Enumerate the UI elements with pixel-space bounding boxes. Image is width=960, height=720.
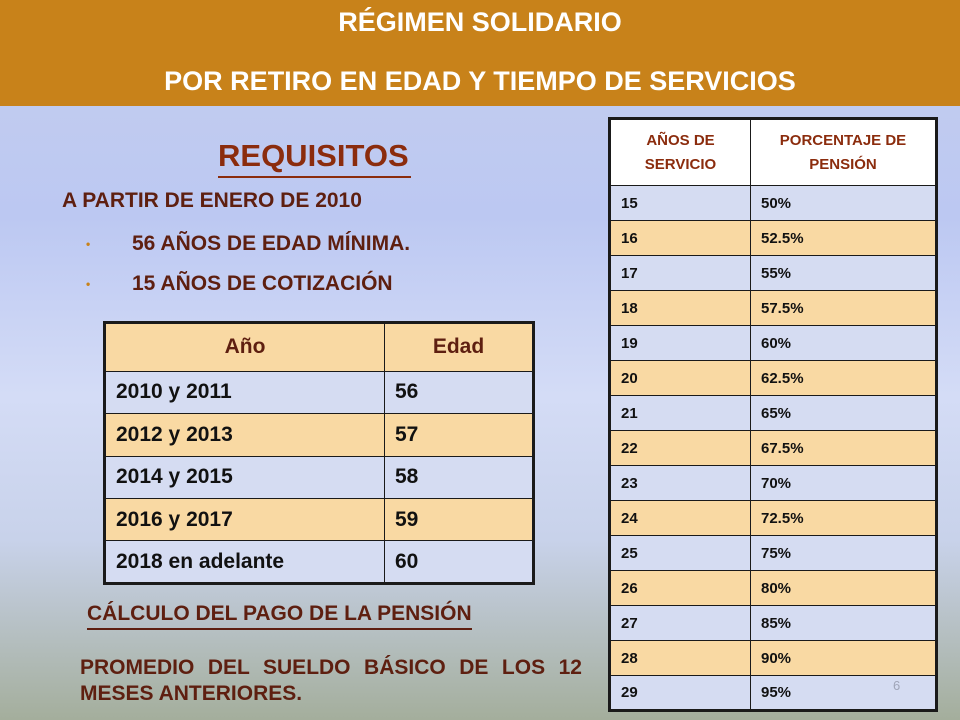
- table-header-row: [610, 119, 937, 186]
- header-title-line2: POR RETIRO EN EDAD Y TIEMPO DE SERVICIOS: [164, 66, 796, 96]
- page-number: 6: [893, 678, 901, 693]
- years-cell: 29: [610, 676, 751, 711]
- percent-cell: 80%: [751, 571, 937, 606]
- year-cell: 2016 y 2017: [105, 499, 385, 541]
- percent-cell: 60%: [751, 326, 937, 361]
- years-cell: 28: [610, 641, 751, 676]
- percent-cell: 75%: [751, 536, 937, 571]
- age-cell: 60: [385, 541, 534, 584]
- table-row: [610, 641, 937, 676]
- years-cell: 25: [610, 536, 751, 571]
- calculo-text: PROMEDIO DEL SUELDO BÁSICO DE LOS 12 MESES ANTERIORES.: [80, 656, 582, 705]
- percent-cell: 57.5%: [751, 291, 937, 326]
- age-cell: 59: [385, 499, 534, 541]
- table-row: [610, 571, 937, 606]
- bullet-dot-icon: •: [86, 277, 91, 291]
- year-cell: 2018 en adelante: [105, 541, 385, 584]
- table-row: [610, 466, 937, 501]
- table-row: [610, 186, 937, 221]
- years-cell: 27: [610, 606, 751, 641]
- column-header-edad: Edad: [385, 323, 534, 372]
- header-title-line1: RÉGIMEN SOLIDARIO: [338, 7, 622, 37]
- table-row: [105, 371, 534, 413]
- years-cell: 18: [610, 291, 751, 326]
- slide-header: [0, 0, 960, 106]
- years-cell: 15: [610, 186, 751, 221]
- calculo-heading: CÁLCULO DEL PAGO DE LA PENSIÓN: [87, 600, 472, 630]
- table-row: [610, 221, 937, 256]
- table-row: [105, 541, 534, 584]
- years-cell: 19: [610, 326, 751, 361]
- requisito-text: 15 AÑOS DE COTIZACIÓN: [132, 272, 393, 295]
- table-row: [610, 396, 937, 431]
- requisito-text: 56 AÑOS DE EDAD MÍNIMA.: [132, 232, 411, 255]
- table-row: [610, 676, 937, 711]
- age-cell: 56: [385, 371, 534, 413]
- table-row: [610, 606, 937, 641]
- years-cell: 16: [610, 221, 751, 256]
- years-cell: 22: [610, 431, 751, 466]
- table-row: [105, 414, 534, 456]
- percent-cell: 90%: [751, 641, 937, 676]
- years-cell: 24: [610, 501, 751, 536]
- age-cell: 57: [385, 414, 534, 456]
- column-header-anos-servicio: AÑOS DE SERVICIO: [610, 119, 751, 186]
- requisitos-heading: REQUISITOS: [218, 138, 411, 178]
- table-row: [610, 326, 937, 361]
- percent-cell: 52.5%: [751, 221, 937, 256]
- table-row: [610, 536, 937, 571]
- age-cell: 58: [385, 456, 534, 498]
- percent-cell: 85%: [751, 606, 937, 641]
- years-cell: 26: [610, 571, 751, 606]
- years-cell: 17: [610, 256, 751, 291]
- percent-cell: 62.5%: [751, 361, 937, 396]
- column-header-porcentaje: PORCENTAJE DE PENSIÓN: [751, 119, 937, 186]
- column-header-ano: Año: [105, 323, 385, 372]
- years-cell: 23: [610, 466, 751, 501]
- pension-percentage-table: [608, 117, 938, 712]
- percent-cell: 65%: [751, 396, 937, 431]
- table-header-row: [105, 323, 534, 372]
- percent-cell: 50%: [751, 186, 937, 221]
- age-requirement-table: [103, 321, 535, 585]
- percent-cell: 55%: [751, 256, 937, 291]
- year-cell: 2012 y 2013: [105, 414, 385, 456]
- table-row: [105, 456, 534, 498]
- table-row: [610, 291, 937, 326]
- years-cell: 21: [610, 396, 751, 431]
- table-row: [610, 256, 937, 291]
- year-cell: 2014 y 2015: [105, 456, 385, 498]
- percent-cell: 70%: [751, 466, 937, 501]
- requisitos-subtitle: A PARTIR DE ENERO DE 2010: [62, 189, 362, 212]
- table-row: [105, 499, 534, 541]
- percent-cell: 95%: [751, 676, 937, 711]
- table-row: [610, 431, 937, 466]
- year-cell: 2010 y 2011: [105, 371, 385, 413]
- years-cell: 20: [610, 361, 751, 396]
- bullet-dot-icon: •: [86, 237, 91, 251]
- table-row: [610, 501, 937, 536]
- percent-cell: 67.5%: [751, 431, 937, 466]
- percent-cell: 72.5%: [751, 501, 937, 536]
- table-row: [610, 361, 937, 396]
